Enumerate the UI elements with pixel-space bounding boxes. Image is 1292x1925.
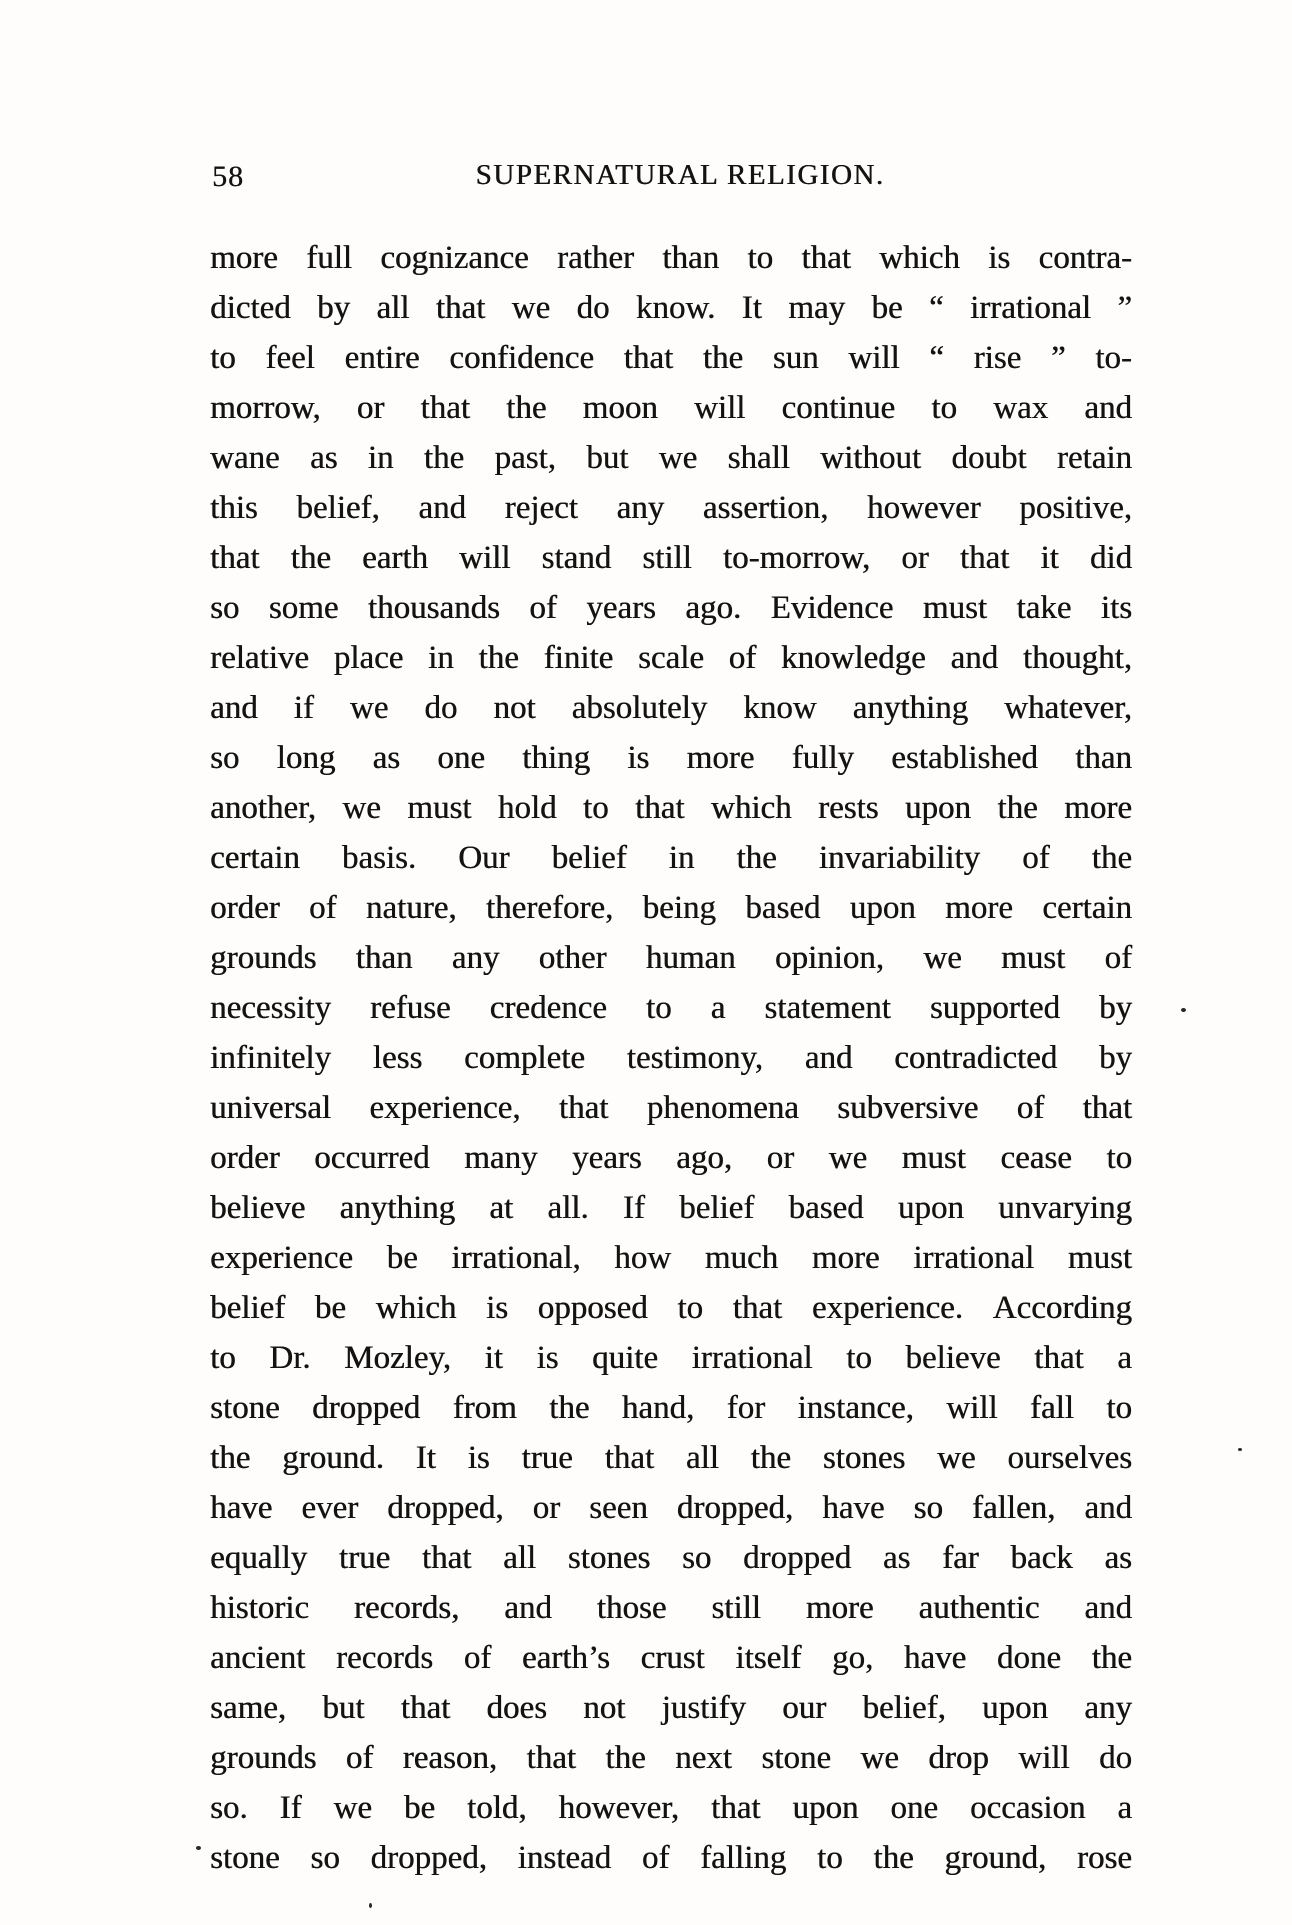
ink-speck: [369, 1903, 372, 1908]
text-line: relative place in the finite scale of knowledge and thought,: [210, 640, 1132, 676]
text-line: historic records, and those still more authentic and: [210, 1590, 1132, 1626]
text-line: equally true that all stones so dropped as far back as: [210, 1540, 1132, 1576]
text-line: stone dropped from the hand, for instance, will fall to: [210, 1390, 1132, 1426]
ink-speck: [1238, 1448, 1242, 1451]
text-line: belief be which is opposed to that experience. According: [210, 1290, 1132, 1326]
text-line: more full cognizance rather than to that which is contra-: [210, 240, 1132, 276]
text-line: order of nature, therefore, being based upon more certain: [210, 890, 1132, 926]
text-line: wane as in the past, but we shall without doubt retain: [210, 440, 1132, 476]
text-line: grounds of reason, that the next stone we drop will do: [210, 1740, 1132, 1776]
text-line: grounds than any other human opinion, we must of: [210, 940, 1132, 976]
text-line: so long as one thing is more fully established than: [210, 740, 1132, 776]
ink-speck: [196, 1846, 201, 1850]
text-line: certain basis. Our belief in the invariability of the: [210, 840, 1132, 876]
text-line: believe anything at all. If belief based upon unvarying: [210, 1190, 1132, 1226]
text-line: universal experience, that phenomena subversive of that: [210, 1090, 1132, 1126]
text-line: dicted by all that we do know. It may be “ irrational ”: [210, 290, 1132, 326]
text-line: morrow, or that the moon will continue to wax and: [210, 390, 1132, 426]
body-text: [210, 240, 1132, 1890]
ink-speck: [1181, 1008, 1186, 1012]
text-line: stone so dropped, instead of falling to the ground, rose: [210, 1840, 1132, 1876]
text-line: this belief, and reject any assertion, however positive,: [210, 490, 1132, 526]
text-line: order occurred many years ago, or we must cease to: [210, 1140, 1132, 1176]
text-line: ancient records of earth’s crust itself go, have done the: [210, 1640, 1132, 1676]
text-line: same, but that does not justify our belief, upon any: [210, 1690, 1132, 1726]
text-line: infinitely less complete testimony, and contradicted by: [210, 1040, 1132, 1076]
text-line: experience be irrational, how much more irrational must: [210, 1240, 1132, 1276]
page-number: 58: [212, 160, 244, 193]
text-line: to feel entire confidence that the sun will “ rise ” to-: [210, 340, 1132, 376]
text-line: have ever dropped, or seen dropped, have so fallen, and: [210, 1490, 1132, 1526]
text-line: the ground. It is true that all the stones we ourselves: [210, 1440, 1132, 1476]
text-line: necessity refuse credence to a statement supported by: [210, 990, 1132, 1026]
text-line: so. If we be told, however, that upon one occasion a: [210, 1790, 1132, 1826]
text-line: so some thousands of years ago. Evidence must take its: [210, 590, 1132, 626]
text-line: that the earth will stand still to-morrow, or that it did: [210, 540, 1132, 576]
text-line: another, we must hold to that which rests upon the more: [210, 790, 1132, 826]
running-title: SUPERNATURAL RELIGION.: [475, 159, 885, 191]
text-line: and if we do not absolutely know anything whatever,: [210, 690, 1132, 726]
text-line: to Dr. Mozley, it is quite irrational to believe that a: [210, 1340, 1132, 1376]
